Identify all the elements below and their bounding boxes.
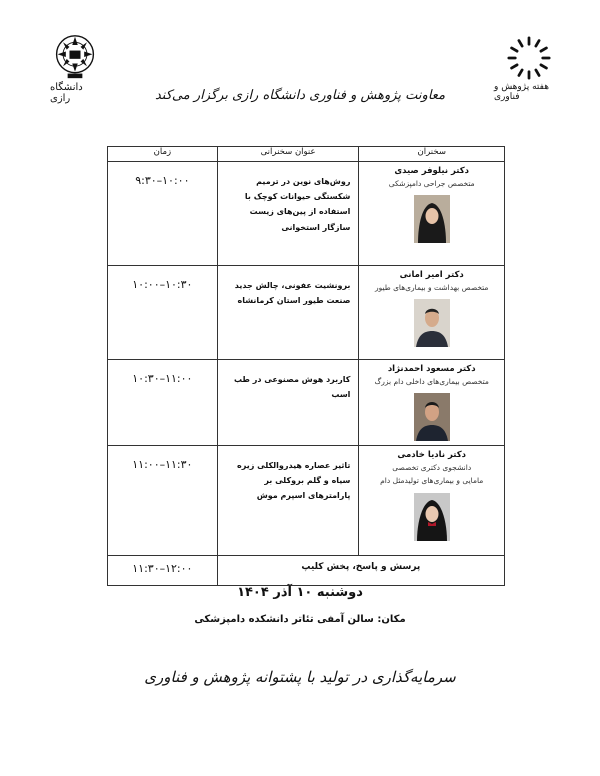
- topic-cell: کاربرد هوش مصنوعی در طب اسب: [217, 360, 359, 446]
- speaker-cell: [359, 266, 505, 360]
- speaker-role-line-2: مامایی و بیماری‌های تولیدمثل دام: [380, 476, 484, 486]
- schedule-table: [107, 146, 505, 586]
- time-cell: ۱۱:۰۰–۱۱:۳۰: [108, 446, 218, 556]
- time-cell: ۱۰:۰۰–۱۰:۳۰: [108, 266, 218, 360]
- topic-cell: تاثیر عصاره هیدروالکلی زیره سیاه و گلم بروکلی بر پارامترهای اسپرم موش: [217, 446, 359, 556]
- header-time: زمان: [108, 147, 218, 162]
- speaker-name: دکتر نادیا خادمی: [397, 450, 467, 460]
- table-row: [108, 162, 505, 266]
- topic-cell: روش‌های نوین در ترمیم شکستگی حیوانات کوچک با استفاده از پین‌های زیست سازگار استخوانی: [217, 162, 359, 266]
- speaker-name: دکتر امیر امانی: [399, 270, 464, 280]
- speaker-role: متخصص جراحی دامپزشکی: [388, 179, 475, 188]
- research-week-logo: [494, 36, 564, 102]
- organizer-heading: معاونت پژوهش و فناوری دانشگاه رازی برگزار می‌کند: [154, 88, 446, 103]
- event-venue: مکان: سالن آمفی تئاتر دانشکده دامپزشکی: [194, 614, 406, 625]
- header-speakers: سخنران: [359, 147, 505, 162]
- research-week-logo-caption: هفته پژوهش و فناوری: [494, 82, 549, 102]
- speaker-photo: [414, 393, 450, 441]
- research-week-circle-icon: [505, 36, 553, 80]
- table-row: [108, 446, 505, 556]
- speaker-cell: [359, 360, 505, 446]
- speaker-name: دکتر مسعود احمدنژاد: [387, 364, 476, 374]
- speaker-name: دکتر نیلوفر صیدی: [394, 166, 470, 176]
- university-emblem-icon: [52, 34, 98, 80]
- slogan: سرمایه‌گذاری در تولید با پشتوانه پژوهش و فناوری: [144, 668, 456, 686]
- qa-time: ۱۱:۳۰–۱۲:۰۰: [108, 556, 218, 586]
- speaker-cell: [359, 446, 505, 556]
- university-logo: [50, 34, 100, 104]
- table-header-row: [108, 147, 505, 162]
- speaker-photo: [414, 299, 450, 347]
- topic-cell: برونشیت عفونی، چالش جدید صنعت طیور استان کرمانشاه: [217, 266, 359, 360]
- university-logo-caption: دانشگاه رازی: [50, 82, 83, 104]
- event-date: دوشنبه ۱۰ آذر ۱۴۰۴: [237, 585, 363, 600]
- qa-label: پرسش و پاسخ، پخش کلیپ: [217, 556, 504, 586]
- speaker-role: متخصص بهداشت و بیماری‌های طیور: [374, 283, 489, 292]
- speaker-cell: [359, 162, 505, 266]
- speaker-role: متخصص بیماری‌های داخلی دام بزرگ: [374, 377, 489, 386]
- header-topic: عنوان سخنرانی: [217, 147, 359, 162]
- table-row: [108, 360, 505, 446]
- time-cell: ۹:۳۰–۱۰:۰۰: [108, 162, 218, 266]
- table-row: [108, 266, 505, 360]
- speaker-role: دانشجوی دکتری تخصصی: [392, 463, 472, 472]
- speaker-photo: [414, 195, 450, 243]
- speaker-photo: [414, 493, 450, 541]
- time-cell: ۱۰:۳۰–۱۱:۰۰: [108, 360, 218, 446]
- qa-row: [108, 556, 505, 586]
